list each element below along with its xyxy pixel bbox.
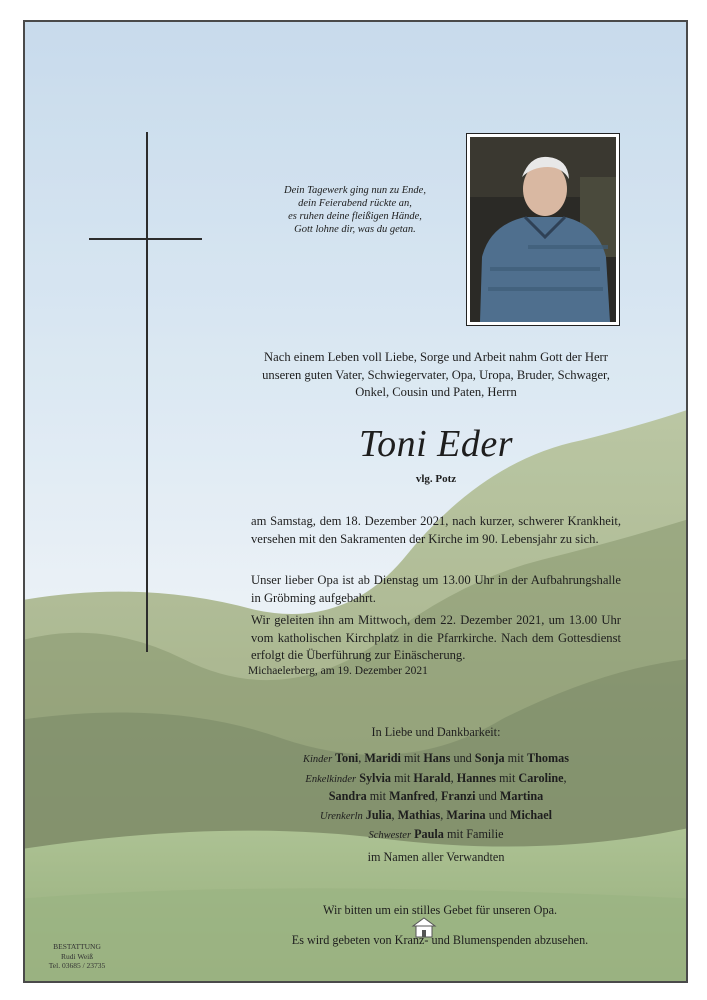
- poem-line: Gott lohne dir, was du getan.: [294, 224, 416, 235]
- family-great-grandchildren: [251, 808, 621, 823]
- place-date: Michaelerberg, am 19. Dezember 2021: [248, 665, 428, 677]
- family-name: Toni: [335, 751, 359, 765]
- connector: ,: [450, 771, 457, 785]
- poem: [250, 184, 460, 236]
- poem-line: es ruhen deine fleißigen Hände,: [288, 211, 422, 222]
- deceased-nickname: vlg. Potz: [415, 473, 457, 485]
- connector: ,: [391, 808, 398, 822]
- funeral-paragraph: Wir geleiten ihn am Mittwoch, dem 22. Dezember 2021, um 13.00 Uhr vom katholischen Kirchplatz in die Pfarrkirche. Nach dem Gottesdienst erfolgt die Überführung zur Einäscherung.: [251, 613, 621, 662]
- family-name: Marina: [446, 808, 486, 822]
- funeral-home-stamp: [39, 942, 115, 971]
- intro-text: Nach einem Leben voll Liebe, Sorge und Arbeit nahm Gott der Herr unseren guten Vater, Schwiegervater, Opa, Uropa, Bruder, Schwager, Onkel, Cousin und Paten, Herrn: [262, 350, 610, 399]
- stamp-line: Tel. 03685 / 23735: [48, 961, 106, 970]
- role-label: Enkelkinder: [305, 774, 357, 785]
- thanks-heading: In Liebe und Dankbarkeit:: [371, 725, 501, 739]
- family-name: Caroline: [518, 771, 564, 785]
- connector: mit: [400, 751, 424, 765]
- family-name: Thomas: [526, 751, 569, 765]
- family-name: Harald: [413, 771, 451, 785]
- connector: mit: [366, 789, 390, 803]
- family-name: Hannes: [456, 771, 497, 785]
- deceased-name: Toni Eder: [358, 423, 514, 465]
- family-name: Sandra: [328, 789, 367, 803]
- family-name: Sylvia: [359, 771, 392, 785]
- family-grandchildren-1: [251, 771, 621, 786]
- family-name: Manfred: [389, 789, 435, 803]
- connector: und: [485, 808, 511, 822]
- role-label: Urenkerln: [319, 811, 363, 822]
- connector: mit Familie: [443, 827, 504, 841]
- cross-icon: [146, 132, 148, 652]
- relatives-line: im Namen aller Verwandten: [367, 850, 505, 864]
- connector: mit: [496, 771, 519, 785]
- lying-in-state-paragraph: Unser lieber Opa ist ab Dienstag um 13.00 Uhr in der Aufbahrungshalle in Gröbming aufgebahrt.: [251, 573, 621, 605]
- connector: ,: [440, 808, 447, 822]
- connector: mit: [391, 771, 414, 785]
- family-name: Maridi: [364, 751, 401, 765]
- connector: und: [450, 751, 475, 765]
- death-notice-paragraph: am Samstag, dem 18. Dezember 2021, nach kurzer, schwerer Krankheit, versehen mit den Sakramenten der Kirche im 90. Lebensjahr zu sich.: [251, 514, 621, 546]
- obituary-frame: [23, 20, 688, 983]
- family-name: Paula: [414, 827, 444, 841]
- family-name: Mathias: [397, 808, 441, 822]
- portrait-photo: [466, 133, 620, 326]
- family-children: [251, 751, 621, 766]
- family-name: Hans: [423, 751, 451, 765]
- family-name: Sonja: [474, 751, 505, 765]
- prayer-request: Wir bitten um ein stilles Gebet für unseren Opa.: [322, 903, 558, 917]
- family-grandchildren-2: [251, 789, 621, 804]
- role-label: Kinder: [303, 754, 333, 765]
- stamp-line: BESTATTUNG: [53, 942, 101, 951]
- connector: ,: [434, 789, 441, 803]
- cross-icon-bar: [89, 238, 202, 240]
- poem-line: dein Feierabend rückte an,: [298, 198, 412, 209]
- family-name: Michael: [510, 808, 552, 822]
- connector: ,: [358, 751, 365, 765]
- donation-note: Es wird gebeten von Kranz- und Blumenspenden abzusehen.: [291, 933, 589, 947]
- connector: ,: [563, 771, 567, 785]
- role-label: Schwester: [368, 830, 412, 841]
- connector: mit: [504, 751, 527, 765]
- family-name: Franzi: [440, 789, 476, 803]
- stamp-line: Rudi Weiß: [61, 951, 93, 961]
- family-name: Martina: [499, 789, 544, 803]
- family-sister: [251, 827, 621, 842]
- connector: und: [475, 789, 500, 803]
- family-name: Julia: [365, 808, 392, 822]
- poem-line: Dein Tagewerk ging nun zu Ende,: [284, 185, 426, 196]
